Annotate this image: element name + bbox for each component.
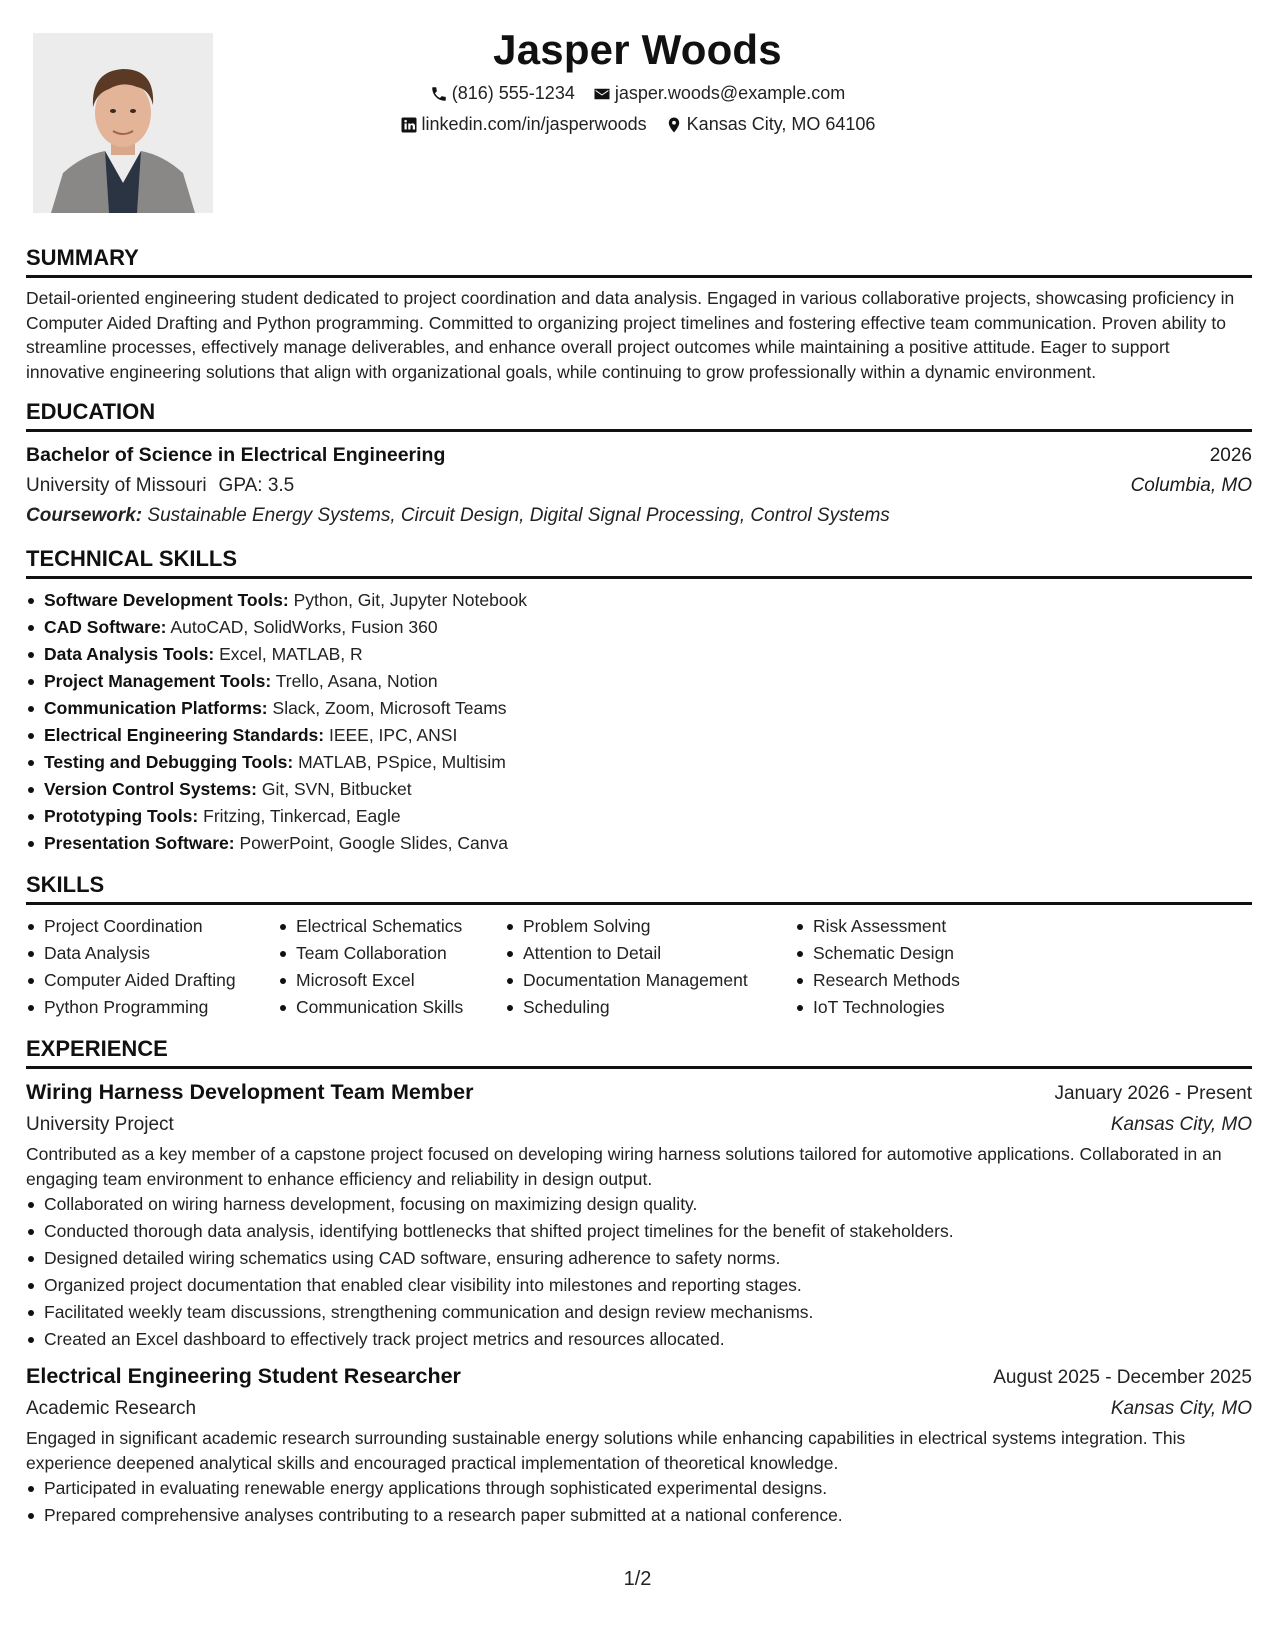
- list-item: Collaborated on wiring harness development, focusing on maximizing design quality.: [26, 1191, 1252, 1218]
- education-section: [26, 397, 1252, 531]
- list-item: [26, 749, 1252, 776]
- list-item: Created an Excel dashboard to effectively track project metrics and resources allocated.: [26, 1326, 1252, 1353]
- gpa: GPA: 3.5: [218, 475, 295, 496]
- list-item: Designed detailed wiring schematics using CAD software, ensuring adherence to safety norms.: [26, 1245, 1252, 1272]
- job-dates: August 2025 - December 2025: [993, 1367, 1252, 1388]
- job-org-row: [26, 1393, 1252, 1424]
- list-item: [26, 695, 1252, 722]
- resume-header: [0, 22, 1275, 140]
- skill-category: Version Control Systems:: [44, 779, 257, 799]
- list-item: Data Analysis: [26, 940, 278, 967]
- school-location: Columbia, MO: [1130, 475, 1252, 496]
- education-degree-row: [26, 440, 1252, 471]
- job-location: Kansas City, MO: [1110, 1398, 1252, 1419]
- skills-column: [26, 913, 278, 1021]
- list-item: Documentation Management: [505, 967, 795, 994]
- job-org-row: [26, 1109, 1252, 1140]
- school-info: [26, 471, 294, 501]
- skill-values: PowerPoint, Google Slides, Canva: [239, 833, 508, 853]
- location-contact: [665, 109, 876, 140]
- skill-values: Python, Git, Jupyter Notebook: [293, 590, 528, 610]
- skills-column: [278, 913, 505, 1021]
- list-item: Prepared comprehensive analyses contributing to a research paper submitted at a national conference.: [26, 1502, 1252, 1529]
- skill-values: MATLAB, PSpice, Multisim: [298, 752, 506, 772]
- skills-column: [505, 913, 795, 1021]
- coursework-line: [26, 501, 1252, 531]
- skill-category: Presentation Software:: [44, 833, 235, 853]
- skill-category: Electrical Engineering Standards:: [44, 725, 325, 745]
- map-pin-icon: [665, 116, 683, 134]
- contact-row-primary: [0, 78, 1275, 109]
- job-description: Contributed as a key member of a capstone project focused on developing wiring harness solutions tailored for automotive applications. Collaborated in an engaging team environment to enhance efficiency and reliability in design output.: [26, 1144, 1222, 1189]
- job-location: Kansas City, MO: [1110, 1114, 1252, 1135]
- skill-values: Git, SVN, Bitbucket: [261, 779, 412, 799]
- degree-name: Bachelor of Science in Electrical Engineering: [26, 444, 446, 466]
- list-item: [26, 776, 1252, 803]
- technical-skills-list: [26, 587, 1252, 857]
- list-item: Project Coordination: [26, 913, 278, 940]
- skill-category: Prototyping Tools:: [44, 806, 199, 826]
- list-item: Facilitated weekly team discussions, strengthening communication and design review mechanisms.: [26, 1299, 1252, 1326]
- phone-contact: [430, 78, 575, 109]
- skill-category: CAD Software:: [44, 617, 167, 637]
- list-item: Electrical Schematics: [278, 913, 505, 940]
- school-name: University of Missouri: [26, 475, 207, 496]
- list-item: IoT Technologies: [795, 994, 1045, 1021]
- list-item: Team Collaboration: [278, 940, 505, 967]
- skill-category: Project Management Tools:: [44, 671, 272, 691]
- experience-entry: [26, 1361, 1252, 1529]
- linkedin-icon: [400, 116, 418, 134]
- list-item: [26, 587, 1252, 614]
- coursework-list: Sustainable Energy Systems, Circuit Design, Digital Signal Processing, Control Systems: [147, 505, 890, 526]
- list-item: Problem Solving: [505, 913, 795, 940]
- list-item: Communication Skills: [278, 994, 505, 1021]
- list-item: Organized project documentation that enabled clear visibility into milestones and reporting stages.: [26, 1272, 1252, 1299]
- list-item: Attention to Detail: [505, 940, 795, 967]
- skill-category: Software Development Tools:: [44, 590, 289, 610]
- skill-values: AutoCAD, SolidWorks, Fusion 360: [170, 617, 438, 637]
- section-title-skills: SKILLS: [26, 870, 1252, 905]
- list-item: Participated in evaluating renewable energy applications through sophisticated experimental designs.: [26, 1475, 1252, 1502]
- phone-number: (816) 555-1234: [451, 83, 575, 103]
- coursework-label: Coursework:: [26, 505, 143, 526]
- summary-text: Detail-oriented engineering student dedicated to project coordination and data analysis. Engaged in various collaborative projects, showcasing proficiency in Computer Aided Drafting and Python programming. Committed to organizing project timelines and fostering effective team communication. Proven ability to streamline processes, effectively manage deliverables, and enhance overall project outcomes while maintaining a positive attitude. Eager to support innovative engineering solutions that align with organizational goals, while continuing to grow professionally within a dynamic environment.: [26, 288, 1235, 382]
- job-dates: January 2026 - Present: [1054, 1083, 1252, 1104]
- envelope-icon: [593, 85, 611, 103]
- location-text: Kansas City, MO 64106: [686, 114, 876, 134]
- job-title-row: [26, 1361, 1252, 1393]
- linkedin-contact[interactable]: [400, 109, 647, 140]
- skill-category: Communication Platforms:: [44, 698, 268, 718]
- skill-values: IEEE, IPC, ANSI: [328, 725, 458, 745]
- list-item: [26, 830, 1252, 857]
- skill-values: Excel, MATLAB, R: [219, 644, 363, 664]
- skills-grid: [26, 913, 1252, 1021]
- job-description: Engaged in significant academic research surrounding sustainable energy solutions while enhancing capabilities in electrical systems integration. This experience deepened analytical skills and encouraged practical implementation of theoretical knowledge.: [26, 1428, 1186, 1473]
- candidate-name: Jasper Woods: [493, 26, 782, 73]
- linkedin-url[interactable]: linkedin.com/in/jasperwoods: [421, 114, 647, 134]
- skill-values: Trello, Asana, Notion: [275, 671, 438, 691]
- skill-values: Slack, Zoom, Microsoft Teams: [272, 698, 507, 718]
- list-item: [26, 614, 1252, 641]
- job-title: Wiring Harness Development Team Member: [26, 1080, 474, 1104]
- list-item: Computer Aided Drafting: [26, 967, 278, 994]
- job-organization: Academic Research: [26, 1398, 197, 1419]
- graduation-year: 2026: [1209, 445, 1252, 466]
- job-bullets: [26, 1475, 1252, 1529]
- section-title-technical-skills: TECHNICAL SKILLS: [26, 544, 1252, 579]
- section-title-summary: SUMMARY: [26, 243, 1252, 278]
- list-item: [26, 641, 1252, 668]
- job-title-row: [26, 1077, 1252, 1109]
- list-item: Research Methods: [795, 967, 1045, 994]
- list-item: Microsoft Excel: [278, 967, 505, 994]
- email-address[interactable]: jasper.woods@example.com: [614, 83, 846, 103]
- page-number: 1/2: [623, 1568, 652, 1590]
- skills-column: [795, 913, 1045, 1021]
- summary-section: [26, 243, 1252, 384]
- list-item: [26, 668, 1252, 695]
- skill-category: Data Analysis Tools:: [44, 644, 215, 664]
- technical-skills-section: [26, 544, 1252, 857]
- experience-section: [26, 1034, 1252, 1529]
- list-item: [26, 722, 1252, 749]
- list-item: [26, 803, 1252, 830]
- experience-entry: [26, 1077, 1252, 1353]
- list-item: Python Programming: [26, 994, 278, 1021]
- list-item: Risk Assessment: [795, 913, 1045, 940]
- education-school-row: [26, 471, 1252, 501]
- email-contact[interactable]: [593, 78, 845, 109]
- list-item: Schematic Design: [795, 940, 1045, 967]
- list-item: Conducted thorough data analysis, identifying bottlenecks that shifted project timelines for the benefit of stakeholders.: [26, 1218, 1252, 1245]
- skill-category: Testing and Debugging Tools:: [44, 752, 294, 772]
- contact-row-secondary: [0, 109, 1275, 140]
- job-organization: University Project: [26, 1114, 174, 1135]
- phone-icon: [430, 85, 448, 103]
- section-title-experience: EXPERIENCE: [26, 1034, 1252, 1069]
- skill-values: Fritzing, Tinkercad, Eagle: [203, 806, 401, 826]
- job-bullets: [26, 1191, 1252, 1353]
- job-title: Electrical Engineering Student Researcher: [26, 1364, 461, 1388]
- skills-section: [26, 870, 1252, 1021]
- resume-body: [26, 243, 1252, 1542]
- list-item: Scheduling: [505, 994, 795, 1021]
- section-title-education: EDUCATION: [26, 397, 1252, 432]
